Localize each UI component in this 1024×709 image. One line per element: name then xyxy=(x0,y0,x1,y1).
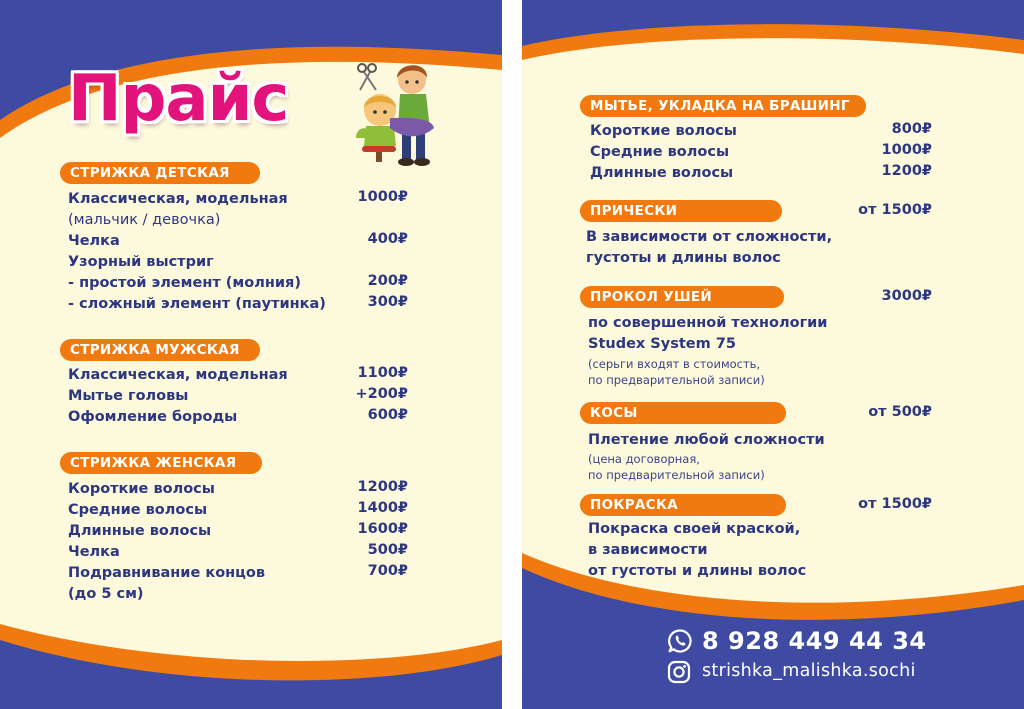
section-note: (серьги входят в стоимость, xyxy=(588,357,761,371)
price-item-value: 600₽ xyxy=(367,407,408,423)
section-description: В зависимости от сложности, xyxy=(586,229,833,245)
whatsapp-icon xyxy=(667,628,693,654)
price-item-label: Челка xyxy=(68,233,120,249)
price-item-value: 1200₽ xyxy=(357,479,408,495)
price-item-label: (до 5 см) xyxy=(68,586,144,602)
price-item-label: (мальчик / девочка) xyxy=(68,212,221,228)
page-title: Прайс xyxy=(68,62,289,136)
price-item-label: Челка xyxy=(68,544,120,560)
section-note: по предварительной записи) xyxy=(588,373,765,387)
price-item-value: 800₽ xyxy=(891,121,932,137)
section-description: Плетение любой сложности xyxy=(588,432,825,448)
price-item-value: 400₽ xyxy=(367,231,408,247)
price-item-value: +200₽ xyxy=(355,386,408,402)
price-item-value: 1000₽ xyxy=(357,189,408,205)
section-description: в зависимости xyxy=(588,542,708,558)
price-item-label: Мытье головы xyxy=(68,388,189,404)
kids-haircut-illustration xyxy=(350,58,440,168)
section-header-washing: МЫТЬЕ, УКЛАДКА НА БРАШИНГ xyxy=(580,95,866,117)
section-header-ear-piercing: ПРОКОЛ УШЕЙ xyxy=(580,286,784,308)
section-header-men: СТРИЖКА МУЖСКАЯ xyxy=(60,339,260,361)
price-item-label: - простой элемент (молния) xyxy=(68,275,301,291)
price-item-label: Короткие волосы xyxy=(68,481,215,497)
section-header-kids: СТРИЖКА ДЕТСКАЯ xyxy=(60,162,260,184)
price-item-label: Длинные волосы xyxy=(68,523,212,539)
instagram-handle: strishka_malishka.sochi xyxy=(702,661,916,681)
section-description: густоты и длины волос xyxy=(586,250,781,266)
section-description: Studex System 75 xyxy=(588,336,736,352)
section-price: 3000₽ xyxy=(881,288,932,304)
section-header-braids: КОСЫ xyxy=(580,402,786,424)
section-description: от густоты и длины волос xyxy=(588,563,807,579)
price-item-value: 1200₽ xyxy=(881,163,932,179)
price-item-value: 1100₽ xyxy=(357,365,408,381)
section-price: от 1500₽ xyxy=(858,202,932,218)
section-note: по предварительной записи) xyxy=(588,468,765,482)
price-item-value: 500₽ xyxy=(367,542,408,558)
right-price-panel xyxy=(522,0,1024,709)
phone-number: 8 928 449 44 34 xyxy=(702,627,927,655)
section-note: (цена договорная, xyxy=(588,452,700,466)
section-header-coloring: ПОКРАСКА xyxy=(580,494,786,516)
price-item-label: Средние волосы xyxy=(68,502,208,518)
price-item-label: Узорный выстриг xyxy=(68,254,214,270)
section-header-women: СТРИЖКА ЖЕНСКАЯ xyxy=(60,452,262,474)
price-item-label: - сложный элемент (паутинка) xyxy=(68,296,326,312)
section-header-hairstyles: ПРИЧЕСКИ xyxy=(580,200,782,222)
left-price-panel xyxy=(0,0,502,709)
section-description: по совершенной технологии xyxy=(588,315,828,331)
price-item-label: Длинные волосы xyxy=(590,165,734,181)
price-item-value: 1000₽ xyxy=(881,142,932,158)
instagram-icon xyxy=(667,660,691,684)
price-item-label: Офомление бороды xyxy=(68,409,238,425)
price-item-value: 200₽ xyxy=(367,273,408,289)
price-item-value: 300₽ xyxy=(367,294,408,310)
price-item-label: Подравнивание концов xyxy=(68,565,266,581)
price-item-value: 1400₽ xyxy=(357,500,408,516)
price-item-label: Средние волосы xyxy=(590,144,730,160)
section-price: от 1500₽ xyxy=(858,496,932,512)
price-item-label: Классическая, модельная xyxy=(68,191,288,207)
section-price: от 500₽ xyxy=(868,404,932,420)
price-item-label: Классическая, модельная xyxy=(68,367,288,383)
price-item-value: 1600₽ xyxy=(357,521,408,537)
price-item-value: 700₽ xyxy=(367,563,408,579)
price-item-label: Короткие волосы xyxy=(590,123,737,139)
section-description: Покраска своей краской, xyxy=(588,521,801,537)
